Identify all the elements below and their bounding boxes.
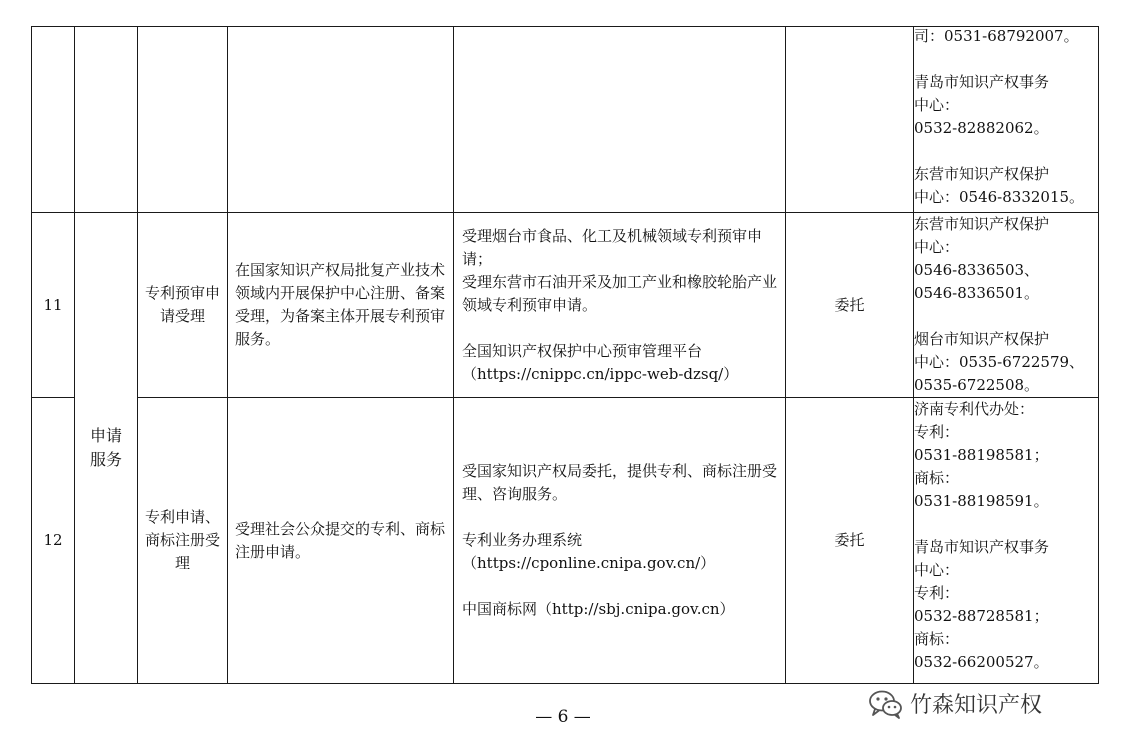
item-cell bbox=[138, 27, 228, 213]
contact-line: 司：0531-68792007。 bbox=[914, 27, 1079, 45]
service-line: 全国知识产权保护中心预审管理平台（https://cnippc.cn/ippc-web-dzsq/） bbox=[462, 341, 739, 383]
service-cell bbox=[454, 398, 786, 684]
item-cell: 专利申请、商标注册受理 bbox=[138, 398, 228, 684]
watermark-text: 竹森知识产权 bbox=[910, 693, 1043, 718]
row-number-cell: 12 bbox=[32, 398, 75, 684]
service-line: 受国家知识产权局委托，提供专利、商标注册受理、咨询服务。 bbox=[462, 462, 778, 503]
contact-line: 0531-88198581； bbox=[914, 446, 1049, 464]
contact-line: 0531-88198591。 bbox=[914, 492, 1049, 510]
contact-line: 中心：0546-8332015。 bbox=[914, 188, 1085, 206]
contact-cell bbox=[914, 398, 1099, 684]
contact-line: 济南专利代办处： bbox=[914, 400, 1035, 418]
service-line: 受理东营市石油开采及加工产业和橡胶轮胎产业领域专利预审申请。 bbox=[462, 272, 778, 314]
contact-line: 0532-82882062。 bbox=[914, 119, 1049, 137]
service-line: 专利业务办理系统（https://cponline.cnipa.gov.cn/） bbox=[462, 531, 716, 572]
contact-cell bbox=[914, 27, 1099, 213]
contact-line: 专利： bbox=[914, 584, 960, 602]
contact-cell bbox=[914, 213, 1099, 398]
basis-cell: 受理社会公众提交的专利、商标注册申请。 bbox=[228, 398, 454, 684]
service-line: 受理烟台市食品、化工及机械领域专利预审申请； bbox=[462, 226, 763, 268]
contact-line: 青岛市知识产权事务 bbox=[914, 538, 1050, 556]
basis-cell bbox=[228, 27, 454, 213]
contact-line: 东营市知识产权保护 bbox=[914, 215, 1050, 233]
row-number-cell: 11 bbox=[32, 213, 75, 398]
contact-line: 0546-8336501。 bbox=[914, 284, 1040, 302]
mode-cell: 委托 bbox=[786, 213, 914, 398]
watermark bbox=[868, 688, 1042, 719]
mode-cell bbox=[786, 27, 914, 213]
basis-cell: 在国家知识产权局批复产业技术领域内开展保护中心注册、备案受理，为备案主体开展专利预审服务。 bbox=[228, 213, 454, 398]
mode-cell: 委托 bbox=[786, 398, 914, 684]
service-cell bbox=[454, 213, 786, 398]
table-row-continued bbox=[32, 27, 1099, 213]
table-row-11 bbox=[32, 213, 1099, 398]
contact-line: 中心： bbox=[914, 238, 960, 256]
contact-line: 0532-66200527。 bbox=[914, 653, 1049, 671]
contact-line: 中心：0535-6722579、 bbox=[914, 353, 1085, 371]
service-cell bbox=[454, 27, 786, 213]
contact-line: 0535-6722508。 bbox=[914, 376, 1040, 394]
contact-line: 0546-8336503、 bbox=[914, 261, 1040, 279]
contact-line: 专利： bbox=[914, 423, 960, 441]
item-cell: 专利预审申请受理 bbox=[138, 213, 228, 398]
wechat-icon bbox=[868, 689, 904, 719]
contact-line: 中心： bbox=[914, 561, 960, 579]
category-cell: 申请服务 bbox=[75, 213, 138, 684]
page-number: — 6 — bbox=[535, 707, 591, 727]
service-table bbox=[31, 26, 1099, 684]
category-cell bbox=[75, 27, 138, 213]
row-number-cell bbox=[32, 27, 75, 213]
contact-line: 0532-88728581； bbox=[914, 607, 1049, 625]
contact-line: 商标： bbox=[914, 630, 960, 648]
contact-line: 商标： bbox=[914, 469, 960, 487]
service-line: 中国商标网（http://sbj.cnipa.gov.cn） bbox=[462, 600, 735, 618]
table-row-12 bbox=[32, 398, 1099, 684]
contact-line: 中心： bbox=[914, 96, 960, 114]
contact-line: 东营市知识产权保护 bbox=[914, 165, 1050, 183]
contact-line: 青岛市知识产权事务 bbox=[914, 73, 1050, 91]
contact-line: 烟台市知识产权保护 bbox=[914, 330, 1050, 348]
